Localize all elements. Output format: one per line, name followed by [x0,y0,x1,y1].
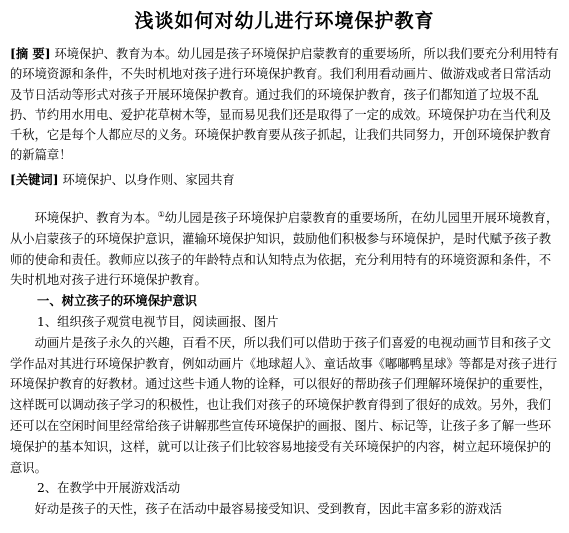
subsection-1-heading: 1、组织孩子观赏电视节目，阅读画报、图片 [37,314,279,329]
intro-text-start: 环境保护、教育为本。 [34,211,158,225]
abstract-paragraph [10,44,562,166]
keywords-section [10,170,562,190]
keywords-label: [关键词] [10,172,59,187]
keywords-text: 环境保护、以身作则、家园共育 [62,173,235,187]
keywords-paragraph [10,170,562,190]
document-title: 浅谈如何对幼儿进行环境保护教育 [134,10,435,32]
intro-text-rest: 幼儿园是孩子环境保护启蒙教育的重要场所，在幼儿园里开展环境教育，从小启蒙孩子的环境保护意识，灌输环境保护知识，鼓励他们积极参与环境保护，是时代赋予孩子教师的使命和责任。教师应以孩子的年龄特点和认知特点为依据，充分利用特有的环境资源和条件，不失时机地对孩子进行环境保护教育。 [10,211,559,288]
abstract-section [10,44,562,166]
footnote-mark: ① [157,209,165,219]
section-1-heading: 一、树立孩子的环境保护意识 [37,293,197,309]
subsection-1-paragraph: 动画片是孩子永久的兴趣，百看不厌，所以我们可以借助于孩子们喜爱的电视动画节目和孩子文学作品对其进行环境保护教育，例如动画片《地球超人》、童话故事《嘟嘟鸭星球》等都是对孩子进行环境保护教育的好教材。通过这些卡通人物的诠释，可以很好的帮助孩子们理解环境保护的重要性，这样既可以调动孩子学习的积极性，也让我们对孩子的环境保护教育得到了很好的成效。另外，我们还可以在空闲时间里经常给孩子讲解那些宣传环境保护的画报、图片、标记等，让孩子多了解一些环境保护的基本知识，这样，就可以让孩子们比较容易地接受有关环境保护的内容，树立起环境保护的意识。 [10,335,558,475]
subsection-2-heading: 2、在教学中开展游戏活动 [37,481,181,496]
intro-paragraph [10,208,562,291]
abstract-label: [摘 要] [10,46,51,61]
abstract-text: 环境保护、教育为本。幼儿园是孩子环境保护启蒙教育的重要场所，所以我们要充分利用特有的环境资源和条件，不失时机地对孩子进行环境保护教育。我们利用看动画片、做游戏或者日常活动及节日活动等形式对孩子开展环境保护教育。通过我们的环境保护教育，孩子们都知道了垃圾不乱扔、节约用水用电、爱护花草树木等，显而易见我们还是取得了一定的成效。环境保护功在当代利及千秋，它是每个人都应尽的义务。环境保护教育要从孩子抓起，让我们共同努力，开创环境保护教育的新篇章！ [10,47,559,163]
subsection-2-paragraph: 好动是孩子的天性，孩子在活动中最容易接受知识、受到教育，因此丰富多彩的游戏活 [34,502,502,517]
body-section [10,208,562,520]
